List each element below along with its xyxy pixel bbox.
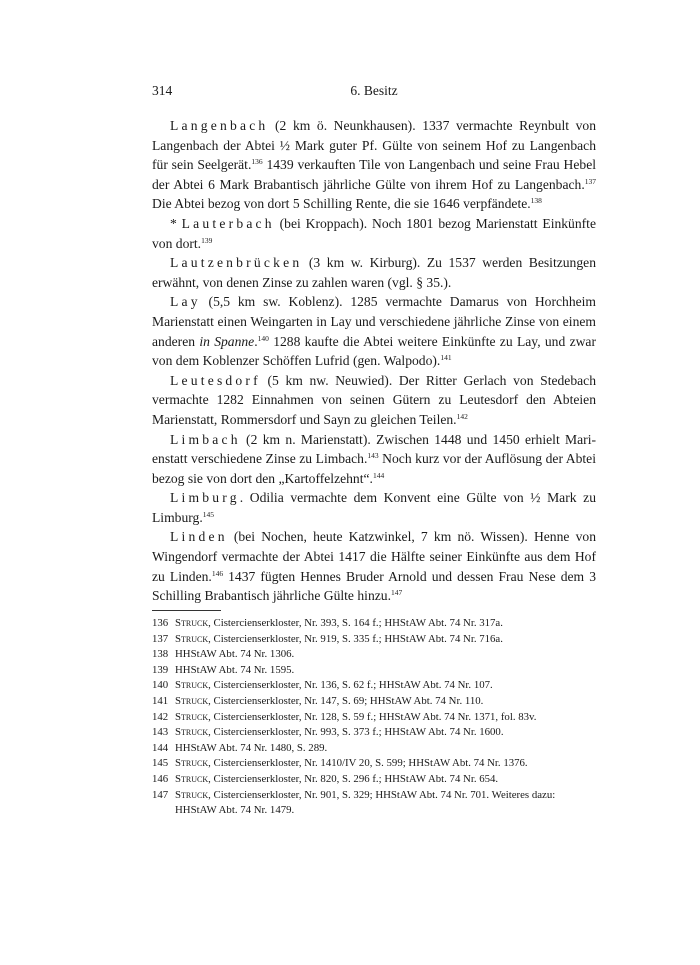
place-name: Leutesdorf [170, 372, 261, 388]
entry-text-italic: in Spanne [199, 333, 255, 349]
footnote-number: 146 [152, 772, 169, 785]
footnote-number: 142 [152, 710, 169, 723]
entry-text: (bei Nochen, heute Katzwinkel, 7 km nö. Wissen). Henne von Wingendorf vermachte der Abtei 1417 die Hälfte seiner Einkünfte aus dem Hof zu Linden. [152, 529, 596, 584]
footnote [152, 616, 596, 632]
entry-paragraph [152, 214, 596, 253]
footnote-author: Struck [175, 788, 209, 801]
footnote-number: 136 [152, 617, 169, 629]
entry-text: (5 km nw. Neuwied). Der Ritter Gerlach von Stedebach vermachte 1282 Einnahmen von seinen Gütern zu Leutesdorf den Abteien Marienstatt, Rommersdorf und Sayn zu gleichen Teilen. [152, 372, 596, 427]
place-name: Linden [170, 529, 228, 545]
footnote [152, 647, 596, 663]
entry-text: 1288 kaufte die Abtei weitere Einkünfte zu Lay, und zwar von dem Koblenzer Schöffen Lufrid (gen. Walpodo). [152, 333, 596, 369]
footnote-text: , Cistercienserkloster, Nr. 147, S. 69; HHStAW Abt. 74 Nr. 110. [208, 694, 484, 707]
footnote-divider [152, 610, 221, 611]
footnote-text: HHStAW Abt. 74 Nr. 1306. [175, 648, 295, 661]
footnote-text: , Cistercienserkloster, Nr. 1410/IV 20, S. 599; HHStAW Abt. 74 Nr. 1376. [208, 757, 528, 770]
entry-paragraph [152, 430, 596, 489]
entry-text: (2 km n. Marienstatt). Zwischen 1448 und 1450 erhielt Marienstatt verschiedene Zinse zu Limbach. [152, 431, 596, 467]
running-head: 6. Besitz [350, 83, 398, 98]
footnote-text: HHStAW Abt. 74 Nr. 1595. [175, 663, 295, 676]
footnote-ref: 142 [456, 411, 468, 421]
footnotes [152, 616, 596, 819]
page-number: 314 [152, 83, 173, 98]
place-name: Lauterbach [181, 215, 275, 231]
footnote-text: , Cistercienserkloster, Nr. 820, S. 296 f.; HHStAW Abt. 74 Nr. 654. [208, 772, 499, 785]
footnote-ref: 137 [584, 176, 596, 186]
footnote [152, 663, 596, 679]
footnote-author: Struck [175, 694, 209, 707]
entry-marker: * [170, 215, 182, 231]
footnote [152, 725, 596, 741]
footnote-number: 138 [152, 648, 169, 661]
footnote-author: Struck [175, 679, 209, 692]
footnote-ref: 141 [440, 353, 452, 363]
entry-paragraph [152, 527, 596, 605]
footnote-text: , Cistercienserkloster, Nr. 393, S. 164 f.; HHStAW Abt. 74 Nr. 317a. [208, 617, 503, 629]
footnote [152, 694, 596, 710]
footnote-author: Struck [175, 632, 209, 645]
footnote-number: 139 [152, 663, 169, 676]
footnote-number: 137 [152, 632, 169, 645]
footnote-ref: 140 [257, 333, 269, 343]
footnote-ref: 146 [211, 568, 224, 578]
body-text [152, 116, 596, 606]
entry-paragraph [152, 253, 596, 292]
entry-text: Noch kurz vor der Auflösung der Abtei bezog sie von dort den „Kartoffelzehnt“. [152, 451, 596, 486]
page-header [152, 83, 596, 103]
footnote-text: HHStAW Abt. 74 Nr. 1480, S. 289. [175, 741, 328, 754]
footnote-author: Struck [175, 726, 209, 739]
place-name: Lay [170, 294, 201, 310]
entry-text: 1439 verkauften Tile von Langenbach und seine Frau Hebel der Abtei 6 Mark Brabantisch jährliche Gülte von ihrem Hof zu Langenbach. [152, 157, 597, 192]
footnote-author: Struck [175, 757, 209, 770]
entry-paragraph [152, 292, 596, 370]
footnote-number: 140 [152, 679, 169, 692]
footnote [152, 632, 596, 648]
entry-paragraph [152, 116, 596, 214]
footnote-ref: 136 [251, 157, 263, 167]
entry-text: Die Abtei bezog von dort 5 Schilling Rente, die sie 1646 verpfändete. [152, 196, 531, 212]
footnote-text: , Cistercienserkloster, Nr. 901, S. 329; HHStAW Abt. 74 Nr. 701. Weiteres dazu: HHStAW Abt. 74 Nr. 1479. [175, 788, 556, 817]
footnote-ref: 143 [367, 451, 379, 461]
entry-text: (2 km ö. Neunkhausen). 1337 vermachte Reynbult von Langenbach der Abtei ½ Mark guter Pf. Gülte von seinem Hof zu Langenbach für sein Seelgerät. [152, 118, 596, 173]
footnote [152, 756, 596, 772]
footnote-text: , Cistercienserkloster, Nr. 128, S. 59 f.; HHStAW Abt. 74 Nr. 1371, fol. 83v. [208, 710, 537, 723]
place-name: Lautzenbrücken [170, 255, 303, 271]
footnote-ref: 145 [202, 509, 214, 519]
footnote-number: 144 [152, 741, 169, 754]
footnote [152, 772, 596, 788]
place-name: Limbach [170, 431, 241, 447]
entry-text: (5,5 km sw. Koblenz). 1285 vermachte Damarus von Horchheim Marienstatt einen Weingarten in Lay und verschiedene jährliche Zinse von einem anderen [152, 294, 596, 349]
footnote-number: 145 [152, 757, 169, 770]
entry-text: 1437 fügten Hennes Bruder Arnold und dessen Frau Nese dem 3 Schilling Brabantisch jährliche Gülte hinzu. [152, 568, 596, 604]
entry-paragraph [152, 488, 596, 527]
footnote-text: , Cistercienserkloster, Nr. 136, S. 62 f.; HHStAW Abt. 74 Nr. 107. [208, 679, 493, 692]
footnote-number: 147 [152, 788, 169, 801]
place-name: Limburg [170, 490, 240, 506]
footnote-number: 143 [152, 726, 169, 739]
footnote-text: , Cistercienserkloster, Nr. 993, S. 373 f.; HHStAW Abt. 74 Nr. 1600. [208, 726, 504, 739]
footnote-author: Struck [175, 710, 209, 723]
entry-text: . Odilia vermachte dem Konvent eine Gülte von ½ Mark zu Limburg. [152, 490, 596, 525]
footnote [152, 710, 596, 726]
footnote-author: Struck [175, 617, 209, 629]
footnote-ref: 144 [372, 470, 385, 480]
footnote [152, 741, 596, 757]
footnote-number: 141 [152, 694, 169, 707]
footnote [152, 678, 596, 694]
footnote-ref: 147 [390, 588, 403, 598]
entry-paragraph [152, 371, 596, 430]
footnote-author: Struck [175, 772, 209, 785]
footnote-ref: 138 [530, 196, 542, 206]
place-name: Langenbach [170, 118, 269, 133]
entry-text: (bei Kroppach). Noch 1801 bezog Marienstatt Einkünfte von dort. [152, 215, 596, 251]
footnote [152, 788, 596, 819]
entry-text: (3 km w. Kirburg). Zu 1537 werden Besitzungen erwähnt, von denen Zinse zu zahlen waren (vgl. § 35.). [152, 255, 596, 290]
footnote-ref: 139 [201, 235, 213, 245]
entry-text: . [254, 333, 258, 349]
footnote-text: , Cistercienserkloster, Nr. 919, S. 335 f.; HHStAW Abt. 74 Nr. 716a. [208, 632, 503, 645]
